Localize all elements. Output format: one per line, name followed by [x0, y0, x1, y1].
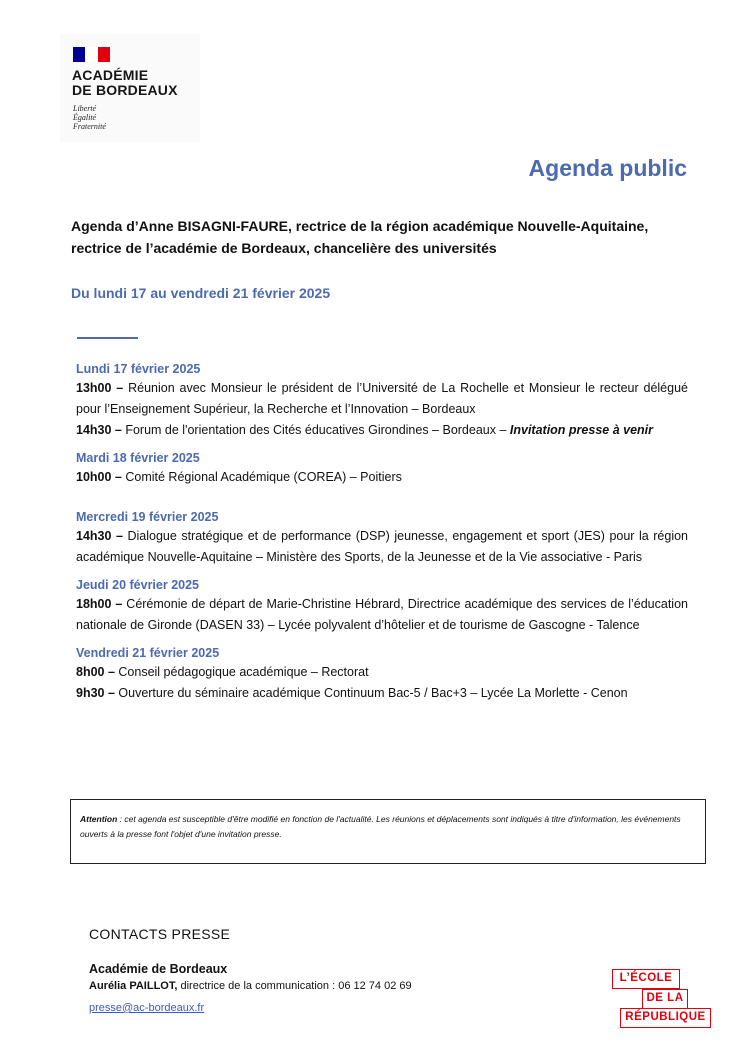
contact-name: Aurélia PAILLOT, — [89, 980, 178, 992]
contact-person — [89, 980, 412, 992]
entry-text: Dialogue stratégique et de performance (DSP) jeunesse, engagement et sport (JES) pour la région académique Nouvelle-Aquitaine – Ministère des Sports, de la Jeunesse et de la Vie associative - Paris — [76, 529, 689, 564]
academie-logo — [60, 34, 200, 142]
page-title: Agenda public — [528, 155, 687, 181]
day-block — [76, 360, 688, 441]
entry-time: 10h00 – — [76, 470, 122, 484]
entry-time: 9h30 – — [76, 686, 115, 700]
day-heading: Mardi 18 février 2025 — [76, 451, 200, 465]
motto-egalite: Égalité — [73, 113, 97, 122]
entry-time: 14h30 – — [76, 423, 122, 437]
entry-text: Ouverture du séminaire académique Continuum Bac-5 / Bac+3 – Lycée La Morlette - Cenon — [114, 686, 628, 700]
divider — [77, 337, 138, 339]
contacts-heading: CONTACTS PRESSE — [89, 926, 231, 942]
ecole-logo-line-3: RÉPUBLIQUE — [620, 1008, 711, 1028]
contact-role: directrice de la communication : 06 12 74 02 69 — [177, 980, 412, 992]
entry-text: Forum de l'orientation des Cités éducatives Girondines – Bordeaux – — [121, 423, 510, 437]
entry-time: 8h00 – — [76, 665, 115, 679]
marianne-flag-icon — [73, 47, 110, 62]
day-block — [76, 449, 688, 488]
logo-motto — [73, 104, 106, 131]
agenda-entry — [76, 662, 688, 683]
agenda-intro: Agenda d’Anne BISAGNI-FAURE, rectrice de la région académique Nouvelle-Aquitaine, rectrice de l’académie de Bordeaux, chancelière des universités — [71, 218, 649, 256]
day-heading: Lundi 17 février 2025 — [76, 362, 201, 376]
logo-line-2: DE BORDEAUX — [72, 82, 178, 98]
notice-label: Attention — [80, 814, 118, 824]
ecole-republique-logo — [612, 969, 710, 1029]
day-heading: Jeudi 20 février 2025 — [76, 578, 199, 592]
agenda-period: Du lundi 17 au vendredi 21 février 2025 — [71, 285, 331, 301]
agenda-entry — [76, 526, 688, 568]
agenda-entry — [76, 467, 688, 488]
entry-time: 18h00 – — [76, 597, 123, 611]
agenda-entry — [76, 378, 688, 420]
day-block — [76, 576, 688, 636]
motto-liberte: Liberté — [73, 104, 97, 113]
logo-name — [72, 68, 178, 98]
contact-org: Académie de Bordeaux — [89, 962, 228, 976]
agenda-entry — [76, 594, 688, 636]
day-block — [76, 644, 688, 704]
notice-text: : cet agenda est susceptible d'être modifié en fonction de l'actualité. Les réunions et déplacements sont indiqués à titre d'information, les événements ouverts à la presse font l'objet d'une invitation presse. — [80, 814, 681, 839]
day-block — [76, 508, 688, 568]
entry-note: Invitation presse à venir — [509, 423, 653, 437]
contact-email-link[interactable]: presse@ac-bordeaux.fr — [89, 1002, 205, 1014]
agenda-entry — [76, 683, 688, 704]
logo-line-1: ACADÉMIE — [72, 67, 149, 83]
entry-time: 14h30 – — [76, 529, 123, 543]
entry-text: Conseil pédagogique académique – Rectorat — [114, 665, 369, 679]
motto-fraternite: Fraternité — [73, 122, 106, 131]
ecole-logo-line-2: DE LA — [642, 989, 688, 1009]
agenda-entry — [76, 420, 688, 441]
day-heading: Mercredi 19 février 2025 — [76, 510, 219, 524]
entry-text: Réunion avec Monsieur le président de l’Université de La Rochelle et Monsieur le recteur délégué pour l’Enseignement Supérieur, la Recherche et l’Innovation – Bordeaux — [76, 381, 688, 416]
entry-time: 13h00 – — [76, 381, 124, 395]
ecole-logo-line-1: L’ÉCOLE — [612, 969, 680, 989]
day-heading: Vendredi 21 février 2025 — [76, 646, 220, 660]
entry-text: Comité Régional Académique (COREA) – Poitiers — [121, 470, 402, 484]
agenda-list — [76, 360, 688, 704]
attention-notice — [70, 799, 706, 864]
entry-text: Cérémonie de départ de Marie-Christine Hébrard, Directrice académique des services de l’éducation nationale de Gironde (DASEN 33) – Lycée polyvalent d’hôtelier et de tourisme de Gascogne - Talence — [76, 597, 688, 632]
